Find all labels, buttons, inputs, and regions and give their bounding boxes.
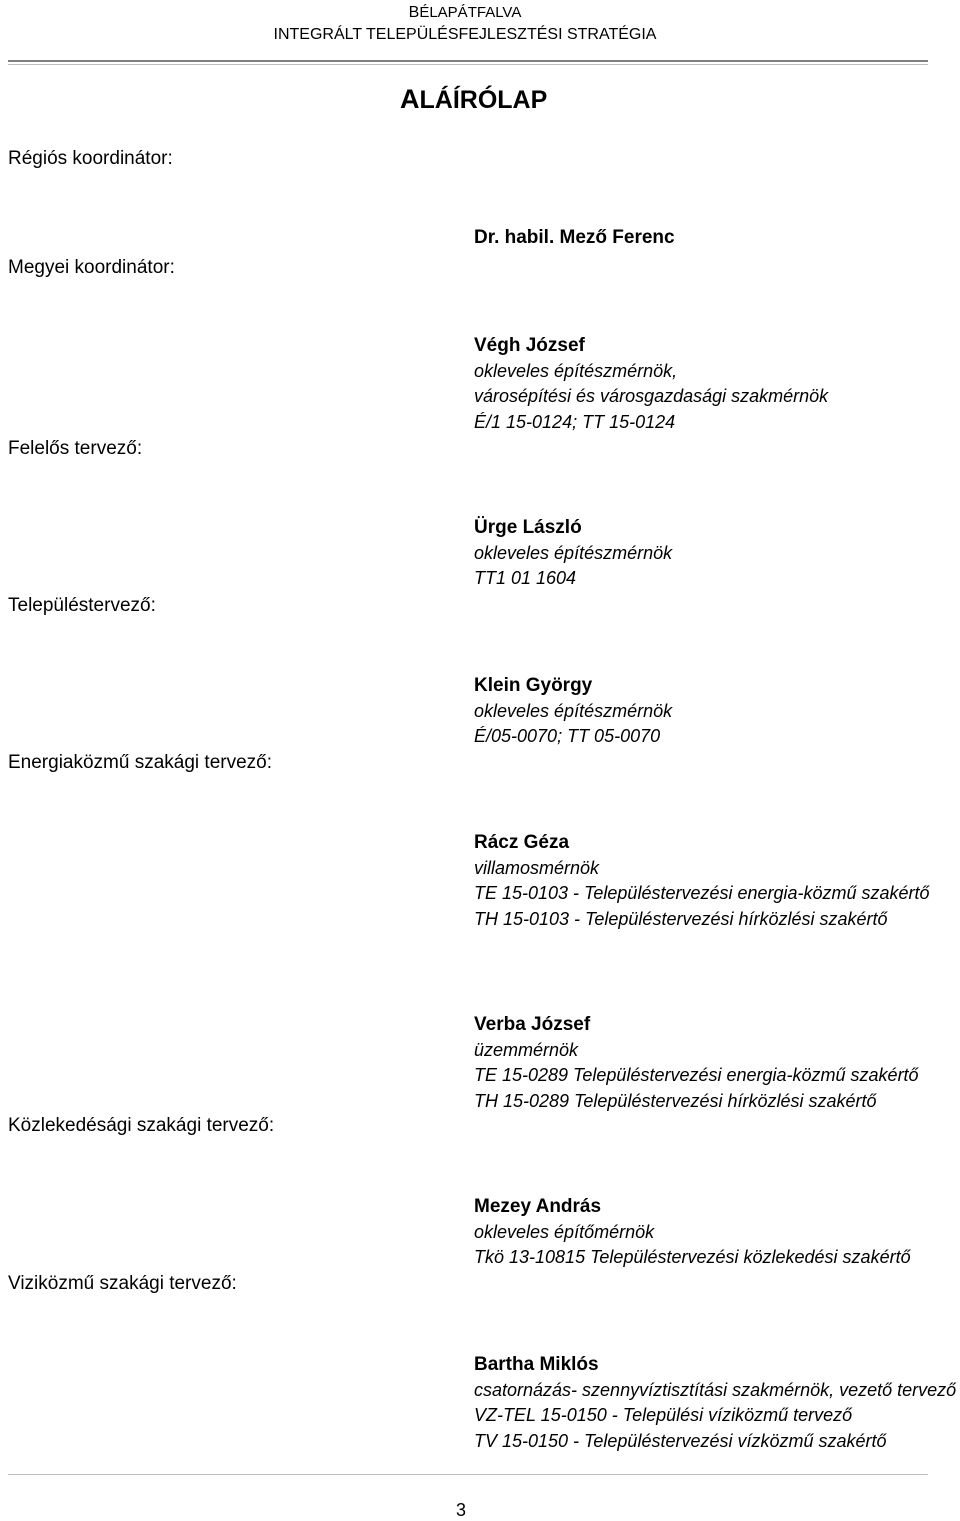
signatory-line: É/1 15-0124; TT 15-0124 [474, 411, 676, 432]
signatory-line: okleveles építészmérnök [474, 700, 673, 721]
footer-rule [8, 1474, 928, 1475]
signatory-block [474, 1194, 960, 1271]
label-kozlekedesi: Közlekedésági szakági tervező: [8, 1115, 275, 1136]
label-telepules: Településtervező: [8, 595, 156, 616]
signatory-line: É/05-0070; TT 05-0070 [474, 726, 661, 746]
signatory-name: Ürge László [474, 517, 582, 538]
signatory-line: villamosmérnök [474, 857, 600, 878]
signatory-name: Bartha Miklós [474, 1354, 599, 1375]
signatory-line: üzemmérnök [474, 1039, 579, 1060]
page-number: 3 [456, 1500, 467, 1520]
signatory-line: TH 15-0103 - Településtervezési hírközlési szakértő [474, 908, 888, 929]
signatory-block [474, 673, 960, 750]
header-strategy: INTEGRÁLT TELEPÜLÉSFEJLESZTÉSI STRATÉGIA [273, 26, 657, 43]
signatory-line: TT1 01 1604 [474, 568, 577, 588]
label-energia: Energiaközmű szakági tervező: [8, 752, 273, 773]
header-rule [8, 60, 928, 62]
signatory-line: Tkö 13-10815 Településtervezési közlekedési szakértő [474, 1247, 911, 1267]
label-vizikozmu: Viziközmű szakági tervező: [8, 1273, 237, 1294]
label-regios: Régiós koordinátor: [8, 148, 173, 169]
page-title: ALÁÍRÓLAP [400, 84, 548, 114]
signatory-name: Mezey András [474, 1196, 602, 1217]
signatory-name: Klein György [474, 675, 593, 696]
signatory-line: TH 15-0289 Településtervezési hírközlési szakértő [474, 1090, 877, 1111]
signatory-line: csatornázás- szennyvíztisztítási szakmérnök, vezető tervező [474, 1379, 957, 1400]
page-header [0, 2, 930, 46]
signatory-line: VZ-TEL 15-0150 - Települési víziközmű tervező [474, 1405, 853, 1425]
signatory-line: okleveles építészmérnök, [474, 360, 678, 381]
signatory-block [474, 333, 960, 435]
header-rule-thin [8, 64, 928, 65]
signatory-block [474, 515, 960, 592]
signatory-block [474, 830, 960, 932]
signatory-line: városépítési és városgazdasági szakmérnök [474, 386, 829, 406]
megyei-name: Dr. habil. Mező Ferenc [474, 227, 675, 248]
signatory-line: TV 15-0150 - Településtervezési vízközmű szakértő [474, 1430, 887, 1451]
header-town: BÉLAPÁTFALVA [408, 4, 522, 21]
signatory-name: Végh József [474, 335, 585, 356]
signatory-line: okleveles építészmérnök [474, 542, 673, 563]
signatory-line: TE 15-0289 Településtervezési energia-közmű szakértő [474, 1065, 919, 1085]
signatory-line: okleveles építőmérnök [474, 1221, 655, 1242]
label-felelos: Felelős tervező: [8, 438, 143, 459]
signatory-name: Rácz Géza [474, 832, 570, 853]
signatory-name: Verba József [474, 1014, 591, 1035]
signatory-block [474, 1012, 960, 1114]
signatory-block [474, 1352, 960, 1454]
signatory-line: TE 15-0103 - Településtervezési energia-közmű szakértő [474, 883, 930, 903]
label-megyei: Megyei koordinátor: [8, 257, 175, 278]
